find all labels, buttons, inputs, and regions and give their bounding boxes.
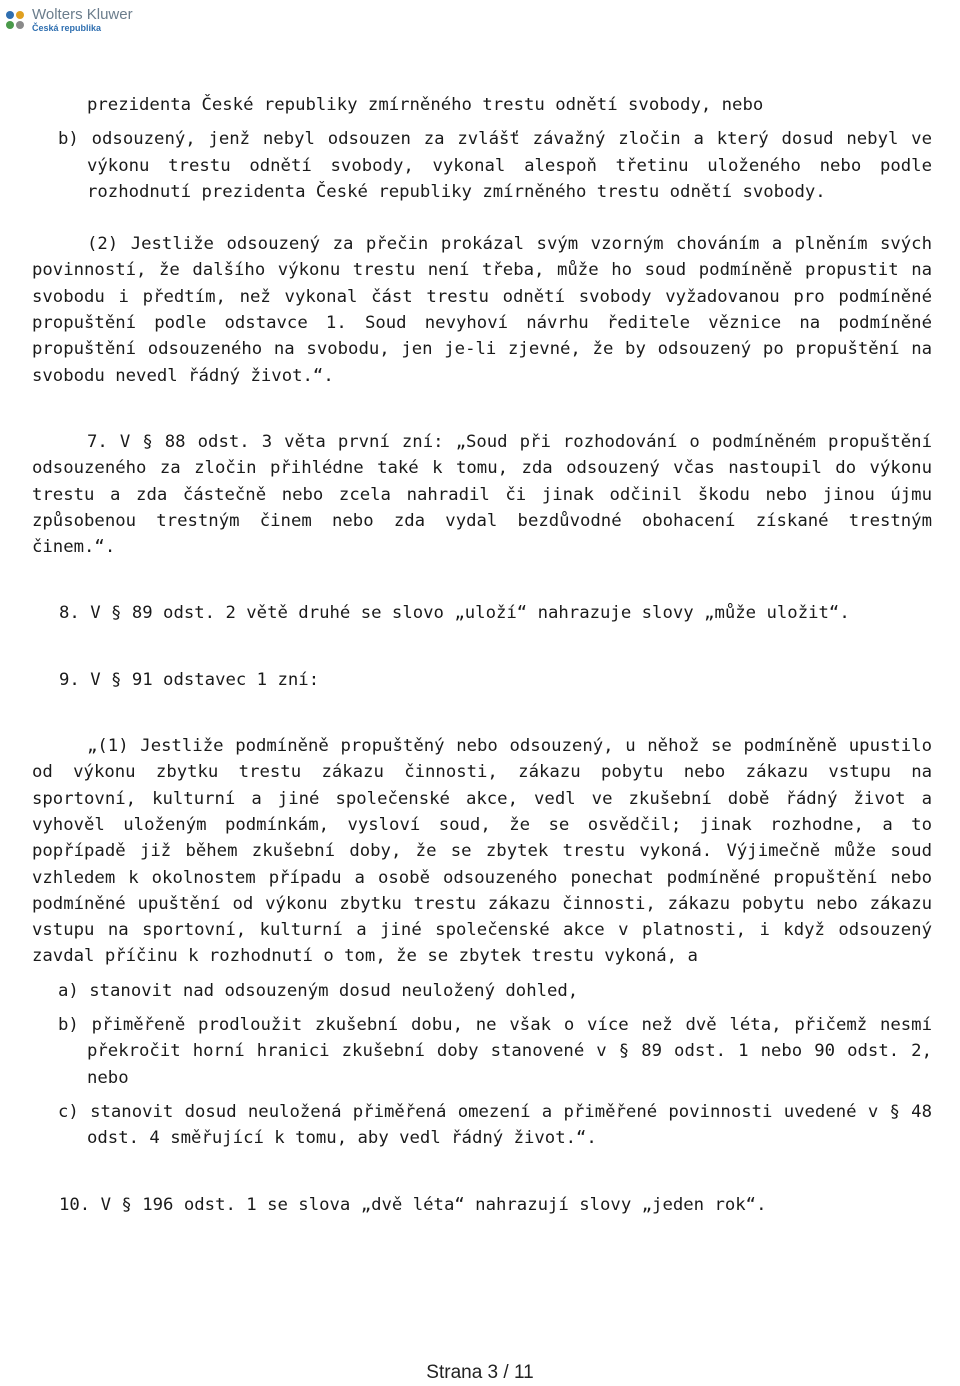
document-body [32, 92, 932, 1218]
point-10: 10. V § 196 odst. 1 se slova „dvě léta“ nahrazují slovy „jeden rok“. [59, 1194, 767, 1215]
point-7: 7. V § 88 odst. 3 věta první zní: „Soud při rozhodování o podmíněném propuštění odsouzeného za zločin přihlédne také k tomu, zda odsouzený včas nastoupil do výkonu trestu a zda částečně nebo zcela nahradil či jinak odčinil škodu nebo jinou újmu způsobenou trestným činem nebo zda vydal bezdůvodné obohacení získané trestným činem.“. [32, 431, 932, 558]
wolters-kluwer-logo-icon [4, 9, 26, 31]
point-9: 9. V § 91 odstavec 1 zní: [59, 669, 320, 690]
sub-item-c: c) stanovit dosud neuložená přiměřená omezení a přiměřené povinnosti uvedené v § 48 odst. 4 směřující k tomu, aby vedl řádný život.“. [58, 1101, 932, 1149]
item-b: b) odsouzený, jenž nebyl odsouzen za zvlášť závažný zločin a který dosud nebyl ve výkonu trestu odnětí svobody, vykonal alespoň třetinu uloženého nebo podle rozhodnutí prezidenta České republiky zmírněného trestu odnětí svobody. [58, 129, 932, 202]
page-number: Strana 3 / 11 [426, 1362, 534, 1383]
brand-logo [4, 4, 133, 36]
paragraph-2: (2) Jestliže odsouzený za přečin prokázal svým vzorným chováním a plněním svých povinností, že dalšího výkonu trestu není třeba, může ho soud podmíněně propustit na svobodu i předtím, než vykonal část trestu odnětí svobody vyžadovanou pro podmíněné propuštění podle odstavce 1. Soud nevyhoví návrhu ředitele věznice na podmíněné propuštění odsouzeného na svobodu, jen je-li zjevné, že by odsouzený po propuštění na svobodu nevedl řádný život.“. [32, 234, 932, 386]
sub-item-a: a) stanovit nad odsouzeným dosud neuložený dohled, [58, 980, 579, 1001]
brand-subtitle: Česká republika [32, 23, 102, 33]
sub-item-b: b) přiměřeně prodloužit zkušební dobu, ne však o více než dvě léta, přičemž nesmí překročit horní hranici zkušební doby stanovené v § 89 odst. 1 nebo 90 odst. 2, nebo [58, 1015, 932, 1088]
point-8: 8. V § 89 odst. 2 větě druhé se slovo „uloží“ nahrazuje slovy „může uložit“. [59, 603, 850, 624]
brand-name: Wolters Kluwer [32, 6, 133, 23]
intro-line: prezidenta České republiky zmírněného trestu odnětí svobody, nebo [87, 95, 764, 115]
paragraph-91-1: „(1) Jestliže podmíněně propuštěný nebo odsouzený, u něhož se podmíněně upustilo od výkonu zbytku trestu zákazu činnosti, zákazu pobytu nebo zákazu vstupu na sportovní, kulturní a jiné společenské akce, vedl ve zkušební době řádný život a vyhověl uloženým podmínkám, vysloví soud, že se osvědčil; jinak rozhodne, a to popřípadě již během zkušební doby, že se zbytek trestu vykoná. Výjimečně může soud vzhledem k okolnostem případu a osobě odsouzeného ponechat podmíněné propuštění nebo podmíněné upuštění od výkonu zbytku trestu zákazu činnosti, zákazu pobytu nebo zákazu vstupu na sportovní, kulturní a jiné společenské akce v platnosti, i když odsouzený zavdal příčinu k rozhodnutí o tom, že se zbytek trestu vykoná, a [32, 736, 932, 967]
